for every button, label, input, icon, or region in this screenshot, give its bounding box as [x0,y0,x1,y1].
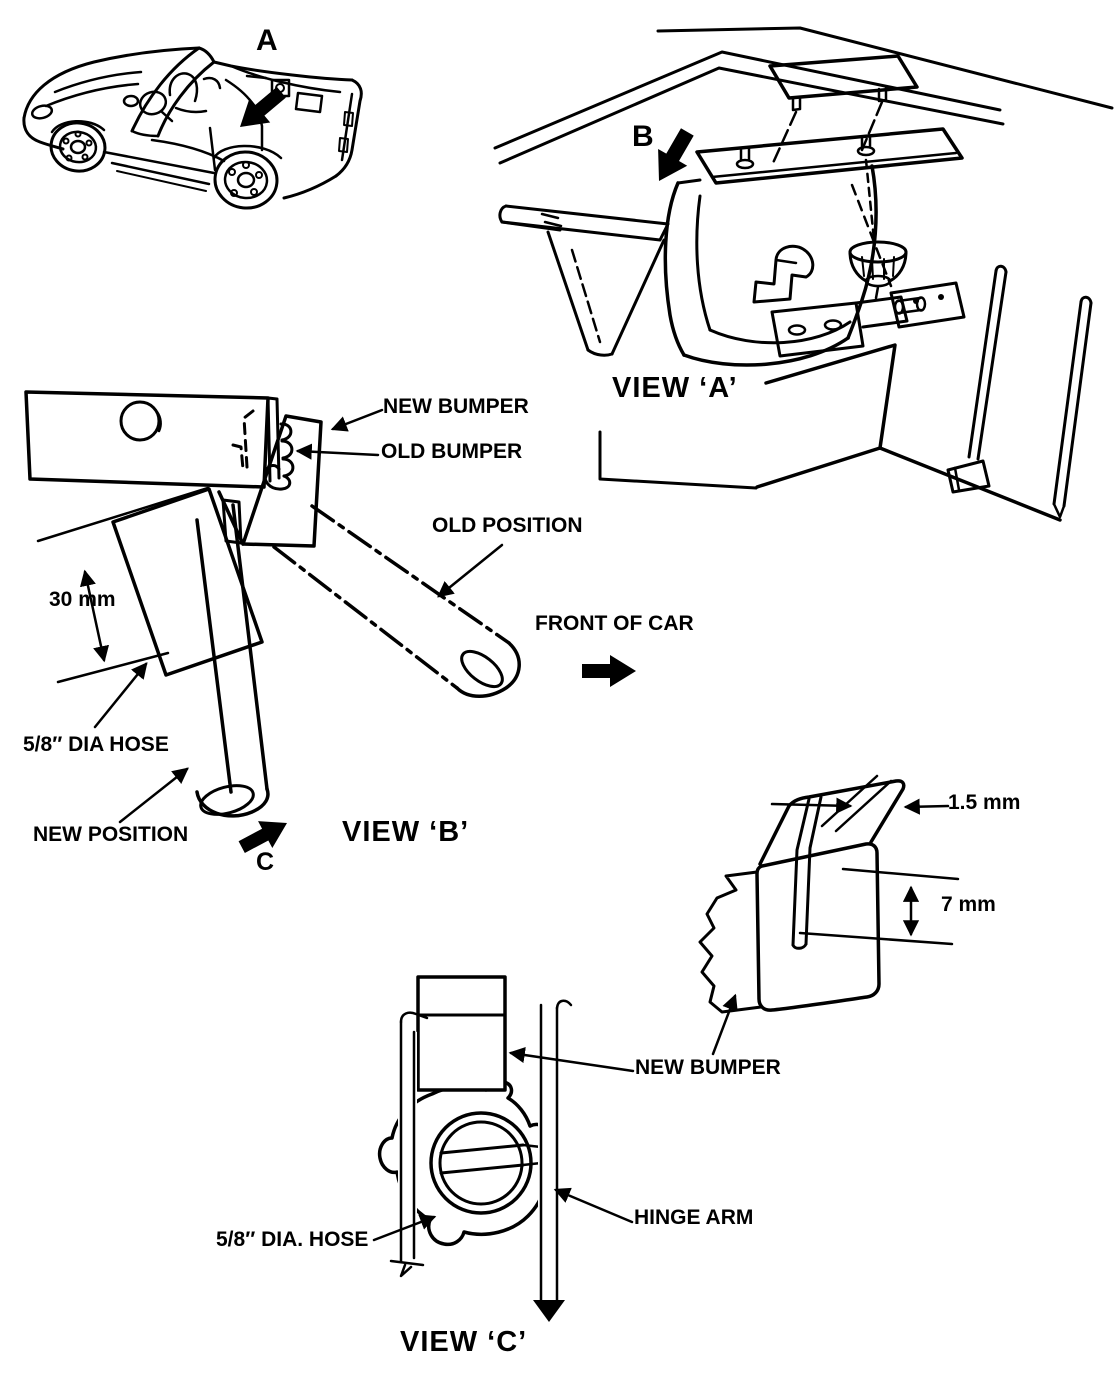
view-b-title: VIEW ‘B’ [342,816,470,848]
label-old-position: OLD POSITION [432,514,583,537]
label-new-bumper-view-b: NEW BUMPER [383,395,529,418]
label-hinge-arm: HINGE ARM [634,1206,754,1229]
view-a-assembly [495,28,1112,520]
view-a-title: VIEW ‘A’ [612,372,738,404]
new-bumper-b-pointer [333,410,382,429]
new-position-pointer [120,769,187,822]
dimension-1-5mm: 1.5 mm [948,791,1021,814]
label-new-bumper-view-c: NEW BUMPER [635,1056,781,1079]
callout-b: B [632,120,654,153]
callout-c: C [256,848,275,876]
new-bumper-detail-pointer [713,996,735,1054]
new-bumper-c-pointer [511,1053,633,1071]
label-hose-view-c: 5/8″ DIA. HOSE [216,1228,369,1251]
label-old-bumper: OLD BUMPER [381,440,523,463]
hinge-arm-pointer [556,1190,632,1222]
callout-a: A [256,24,278,57]
label-hose-view-b: 5/8″ DIA HOSE [23,733,169,756]
old-bumper-b-pointer [298,451,378,455]
view-c-title: VIEW ‘C’ [400,1326,528,1358]
view-direction-arrows [230,80,702,860]
hose-b-pointer [95,664,146,727]
view-c-assembly [380,977,571,1322]
bumper-detail-block [700,776,958,1012]
label-new-position: NEW POSITION [33,823,189,846]
label-front-of-car: FRONT OF CAR [535,612,694,635]
old-position-pointer [439,545,502,596]
front-of-car-arrow-icon [582,655,636,687]
car-illustration [24,48,361,211]
dimension-7mm: 7 mm [941,893,996,916]
dimension-30mm: 30 mm [49,588,116,611]
